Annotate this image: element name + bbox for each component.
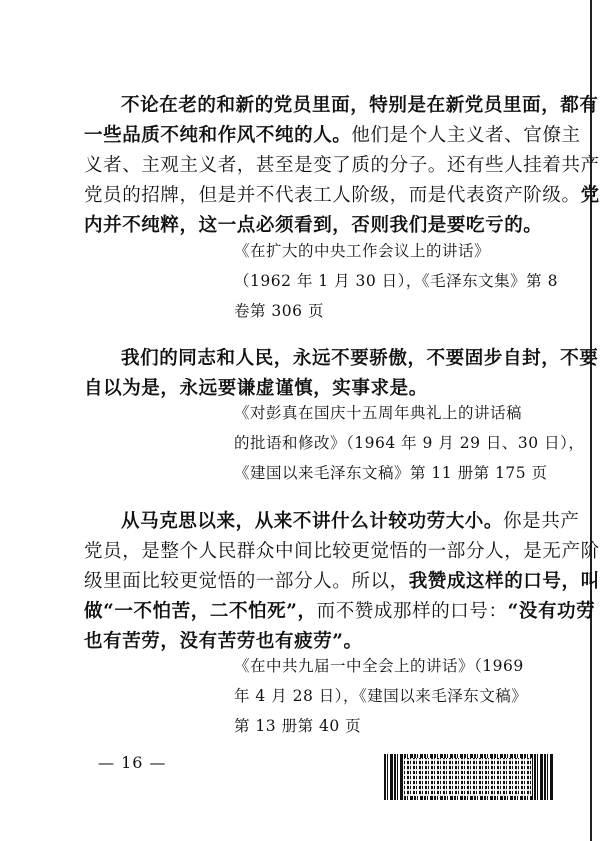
body-text: 级里面比较更觉悟的一部分人。所以， [84,571,409,592]
quote-line [84,91,599,121]
bold-text: 一些品质不纯和作风不纯的人。 [84,125,352,146]
quote-line [84,151,600,181]
source-line: （1962 年 1 月 30 日），《毛泽东文集》第 8 [234,272,558,290]
quote-2 [84,344,599,404]
body-text: 他们是个人主义者、官僚主 [351,125,581,146]
source-line: 《在扩大的中央工作会议上的讲话》 [234,242,491,260]
quote-1-source [234,236,558,326]
page-edge-line [590,0,592,841]
quote-line [84,597,596,627]
bold-text: 党 [580,185,600,206]
barcode-image [384,754,554,800]
bold-text: 内并不纯粹，这一点必须看到，否则我们是要吃亏的。 [84,215,543,236]
bold-text: 不论在老的和新的党员里面，特别是在新党员里面，都有 [121,95,599,116]
quote-line [84,567,600,597]
bold-text: 我赞成这样的口号，叫 [408,571,600,592]
quote-line [84,181,600,211]
body-text: 而不赞成那样的口号： [316,601,508,622]
source-line: 第 13 册第 40 页 [234,717,362,735]
source-line: 《建国以来毛泽东文稿》第 11 册第 175 页 [234,464,548,482]
bold-text: 做“一不怕苦，二不怕死”， [84,601,317,622]
quote-line [84,121,581,151]
source-line: 《对彭真在国庆十五周年典礼上的讲话稿 [234,404,523,422]
body-text: 你是共产 [503,511,580,532]
quote-3 [84,507,600,657]
body-text: 党员，是整个人民群众中间比较更觉悟的一部分人，是无产阶 [84,541,600,562]
quote-line [84,537,600,567]
source-line: 《在中共九届一中全会上的讲话》（1969 [234,657,524,675]
quote-line [84,344,599,374]
quote-2-source [234,398,585,488]
bold-text: 从马克思以来，从来不讲什么计较功劳大小。 [121,511,504,532]
bold-text: 自以为是，永远要谦虚谨慎，实事求是。 [84,378,428,399]
source-line: 卷第 306 页 [234,302,324,320]
quote-3-source [234,651,534,741]
quote-line [84,507,580,537]
bold-text: 我们的同志和人民，永远不要骄傲，不要固步自封，不要 [121,348,599,369]
bold-text: 也有苦劳，没有苦劳也有疲劳”。 [84,631,363,652]
source-line: 的批语和修改》（1964 年 9 月 29 日、30 日）， [234,434,585,452]
source-line: 年 4 月 28 日），《建国以来毛泽东文稿》 [234,687,528,705]
body-text: 义者、主观主义者，甚至是变了质的分子。还有些人挂着共产 [84,155,600,176]
quote-1 [84,91,600,241]
page-number: — 16 — [98,753,167,772]
body-text: 党员的招牌，但是并不代表工人阶级，而是代表资产阶级。 [84,185,581,206]
bold-text: “没有功劳 [507,601,596,622]
